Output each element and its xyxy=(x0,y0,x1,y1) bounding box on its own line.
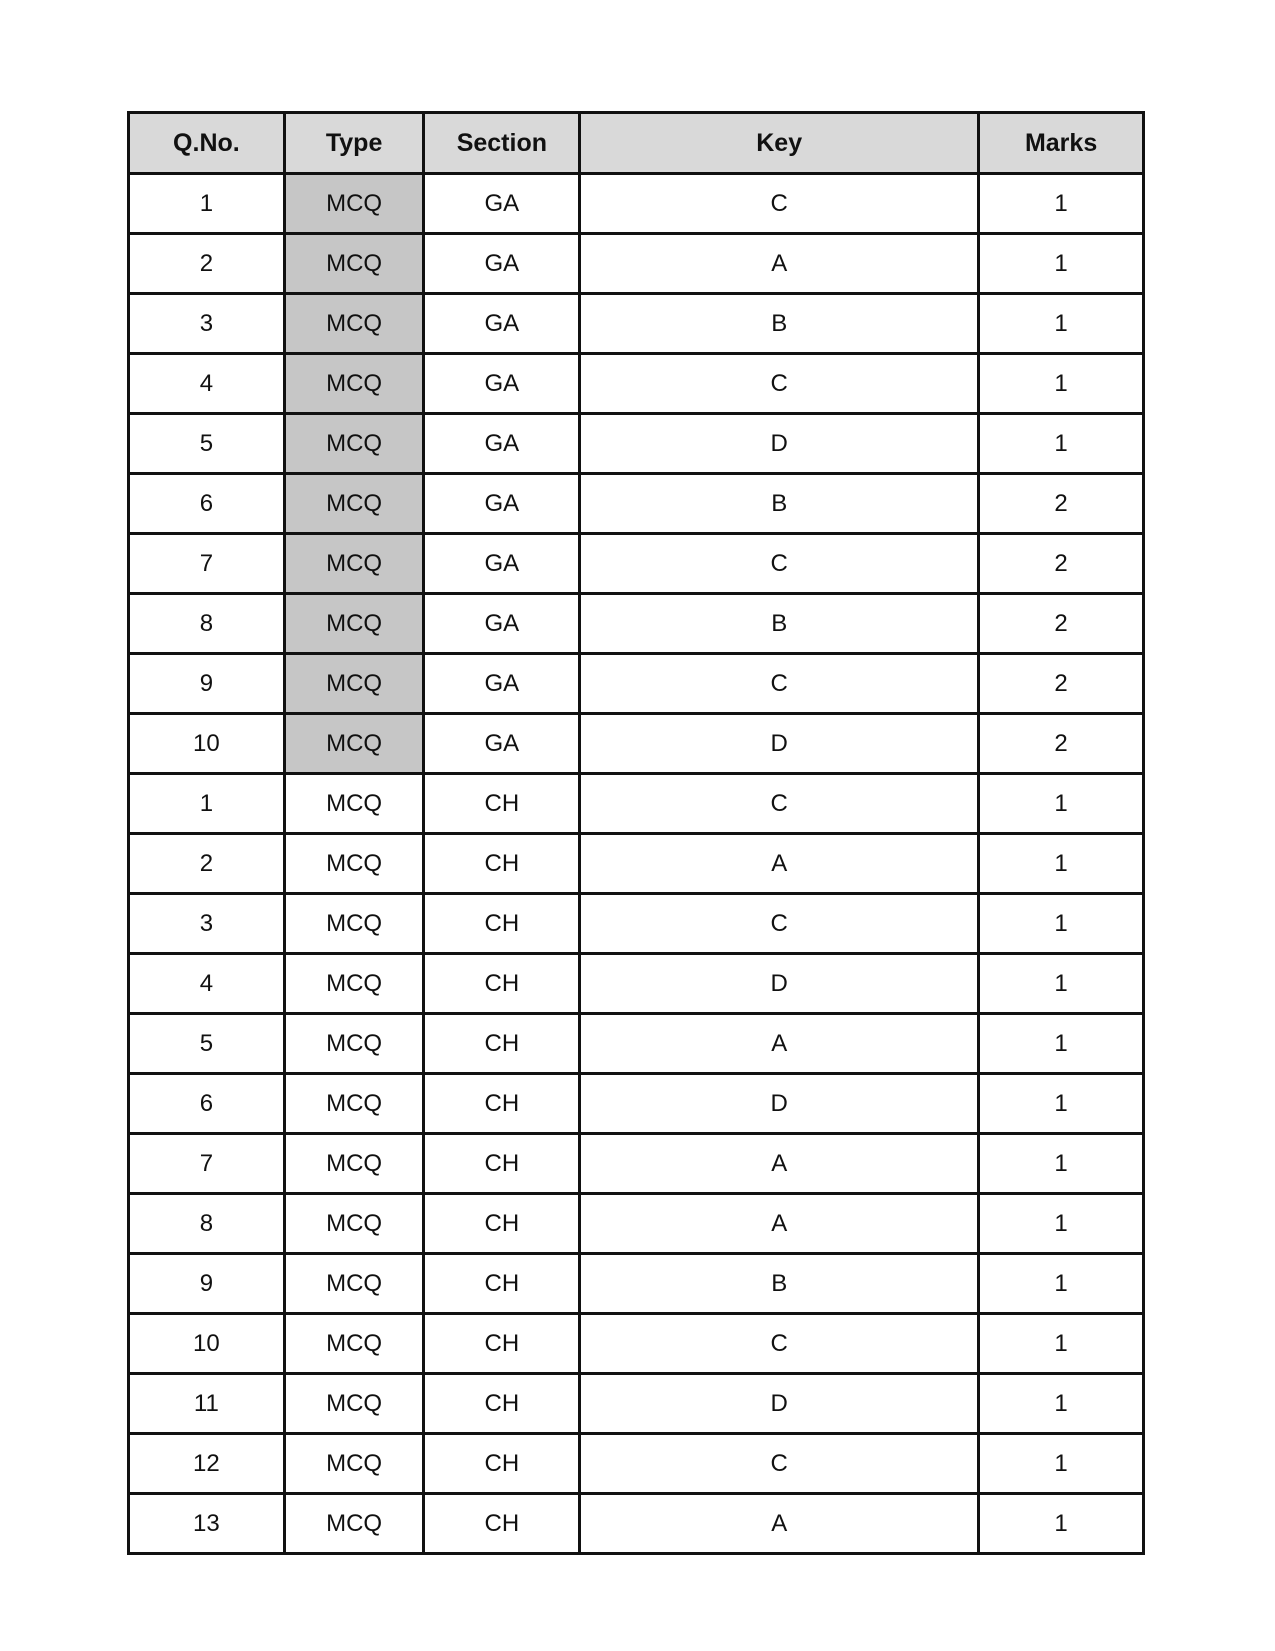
cell-marks: 1 xyxy=(979,894,1144,954)
cell-key: D xyxy=(580,1374,979,1434)
cell-marks: 1 xyxy=(979,1314,1144,1374)
cell-section: CH xyxy=(424,834,580,894)
header-type: Type xyxy=(284,113,424,174)
cell-section: CH xyxy=(424,1314,580,1374)
cell-section: GA xyxy=(424,714,580,774)
cell-section: GA xyxy=(424,354,580,414)
cell-key: B xyxy=(580,1254,979,1314)
cell-type: MCQ xyxy=(284,414,424,474)
cell-type: MCQ xyxy=(284,1314,424,1374)
cell-type: MCQ xyxy=(284,534,424,594)
cell-qno: 2 xyxy=(129,234,285,294)
cell-qno: 11 xyxy=(129,1374,285,1434)
cell-type: MCQ xyxy=(284,1194,424,1254)
cell-marks: 1 xyxy=(979,294,1144,354)
cell-marks: 1 xyxy=(979,1374,1144,1434)
cell-section: GA xyxy=(424,174,580,234)
cell-key: C xyxy=(580,654,979,714)
cell-section: GA xyxy=(424,654,580,714)
cell-marks: 1 xyxy=(979,234,1144,294)
table-row xyxy=(129,1254,1144,1314)
header-qno: Q.No. xyxy=(129,113,285,174)
table-row xyxy=(129,1434,1144,1494)
cell-type: MCQ xyxy=(284,174,424,234)
cell-key: D xyxy=(580,414,979,474)
cell-key: C xyxy=(580,774,979,834)
table-row xyxy=(129,594,1144,654)
cell-marks: 1 xyxy=(979,1194,1144,1254)
header-row xyxy=(129,113,1144,174)
cell-section: GA xyxy=(424,534,580,594)
cell-marks: 2 xyxy=(979,594,1144,654)
table-row xyxy=(129,1494,1144,1554)
cell-type: MCQ xyxy=(284,714,424,774)
table-row xyxy=(129,1074,1144,1134)
cell-key: A xyxy=(580,1194,979,1254)
cell-qno: 3 xyxy=(129,294,285,354)
cell-section: GA xyxy=(424,234,580,294)
cell-marks: 2 xyxy=(979,654,1144,714)
cell-section: GA xyxy=(424,414,580,474)
cell-type: MCQ xyxy=(284,1014,424,1074)
cell-key: A xyxy=(580,1134,979,1194)
cell-key: C xyxy=(580,534,979,594)
cell-section: CH xyxy=(424,1494,580,1554)
cell-key: B xyxy=(580,474,979,534)
cell-section: CH xyxy=(424,894,580,954)
table-row xyxy=(129,1194,1144,1254)
answer-key-table xyxy=(127,111,1145,1555)
cell-type: MCQ xyxy=(284,654,424,714)
cell-marks: 1 xyxy=(979,414,1144,474)
cell-key: A xyxy=(580,1014,979,1074)
table-row xyxy=(129,354,1144,414)
cell-type: MCQ xyxy=(284,894,424,954)
table-row xyxy=(129,894,1144,954)
cell-qno: 13 xyxy=(129,1494,285,1554)
cell-key: A xyxy=(580,1494,979,1554)
cell-qno: 9 xyxy=(129,1254,285,1314)
cell-type: MCQ xyxy=(284,594,424,654)
cell-section: CH xyxy=(424,1374,580,1434)
cell-marks: 1 xyxy=(979,1134,1144,1194)
cell-type: MCQ xyxy=(284,354,424,414)
cell-qno: 7 xyxy=(129,534,285,594)
cell-type: MCQ xyxy=(284,1074,424,1134)
cell-type: MCQ xyxy=(284,774,424,834)
cell-qno: 3 xyxy=(129,894,285,954)
cell-section: CH xyxy=(424,954,580,1014)
table-row xyxy=(129,1374,1144,1434)
cell-key: C xyxy=(580,1314,979,1374)
cell-qno: 4 xyxy=(129,954,285,1014)
cell-section: CH xyxy=(424,774,580,834)
cell-qno: 8 xyxy=(129,1194,285,1254)
cell-marks: 1 xyxy=(979,1254,1144,1314)
cell-section: CH xyxy=(424,1434,580,1494)
cell-key: C xyxy=(580,894,979,954)
table-body xyxy=(129,174,1144,1554)
table-row xyxy=(129,234,1144,294)
cell-marks: 1 xyxy=(979,954,1144,1014)
cell-qno: 10 xyxy=(129,714,285,774)
table-row xyxy=(129,834,1144,894)
cell-type: MCQ xyxy=(284,834,424,894)
cell-type: MCQ xyxy=(284,1134,424,1194)
cell-section: GA xyxy=(424,594,580,654)
cell-section: CH xyxy=(424,1074,580,1134)
cell-marks: 1 xyxy=(979,1434,1144,1494)
cell-qno: 12 xyxy=(129,1434,285,1494)
cell-qno: 5 xyxy=(129,414,285,474)
cell-marks: 1 xyxy=(979,774,1144,834)
cell-qno: 6 xyxy=(129,1074,285,1134)
table-row xyxy=(129,954,1144,1014)
answer-key-sheet xyxy=(127,111,1145,1555)
cell-key: C xyxy=(580,174,979,234)
table-row xyxy=(129,1134,1144,1194)
cell-marks: 2 xyxy=(979,474,1144,534)
cell-section: CH xyxy=(424,1014,580,1074)
cell-qno: 2 xyxy=(129,834,285,894)
cell-type: MCQ xyxy=(284,1374,424,1434)
cell-qno: 10 xyxy=(129,1314,285,1374)
cell-qno: 5 xyxy=(129,1014,285,1074)
cell-marks: 1 xyxy=(979,174,1144,234)
header-section: Section xyxy=(424,113,580,174)
table-row xyxy=(129,1314,1144,1374)
cell-section: GA xyxy=(424,474,580,534)
cell-type: MCQ xyxy=(284,1254,424,1314)
cell-section: CH xyxy=(424,1134,580,1194)
table-row xyxy=(129,294,1144,354)
cell-qno: 9 xyxy=(129,654,285,714)
cell-type: MCQ xyxy=(284,1494,424,1554)
cell-type: MCQ xyxy=(284,954,424,1014)
cell-qno: 8 xyxy=(129,594,285,654)
cell-marks: 1 xyxy=(979,834,1144,894)
table-row xyxy=(129,714,1144,774)
header-key: Key xyxy=(580,113,979,174)
cell-key: D xyxy=(580,954,979,1014)
table-row xyxy=(129,174,1144,234)
table-row xyxy=(129,1014,1144,1074)
cell-key: C xyxy=(580,354,979,414)
cell-qno: 6 xyxy=(129,474,285,534)
cell-type: MCQ xyxy=(284,474,424,534)
cell-key: D xyxy=(580,714,979,774)
cell-type: MCQ xyxy=(284,234,424,294)
cell-section: GA xyxy=(424,294,580,354)
header-marks: Marks xyxy=(979,113,1144,174)
cell-key: B xyxy=(580,594,979,654)
cell-marks: 1 xyxy=(979,1014,1144,1074)
table-row xyxy=(129,534,1144,594)
cell-marks: 2 xyxy=(979,714,1144,774)
table-row xyxy=(129,774,1144,834)
cell-marks: 2 xyxy=(979,534,1144,594)
cell-type: MCQ xyxy=(284,294,424,354)
cell-qno: 7 xyxy=(129,1134,285,1194)
cell-marks: 1 xyxy=(979,1074,1144,1134)
table-row xyxy=(129,474,1144,534)
table-row xyxy=(129,414,1144,474)
cell-section: CH xyxy=(424,1254,580,1314)
cell-key: C xyxy=(580,1434,979,1494)
table-row xyxy=(129,654,1144,714)
cell-section: CH xyxy=(424,1194,580,1254)
cell-key: B xyxy=(580,294,979,354)
cell-type: MCQ xyxy=(284,1434,424,1494)
cell-key: A xyxy=(580,834,979,894)
cell-qno: 1 xyxy=(129,774,285,834)
cell-marks: 1 xyxy=(979,354,1144,414)
cell-qno: 1 xyxy=(129,174,285,234)
cell-key: D xyxy=(580,1074,979,1134)
cell-marks: 1 xyxy=(979,1494,1144,1554)
cell-qno: 4 xyxy=(129,354,285,414)
cell-key: A xyxy=(580,234,979,294)
